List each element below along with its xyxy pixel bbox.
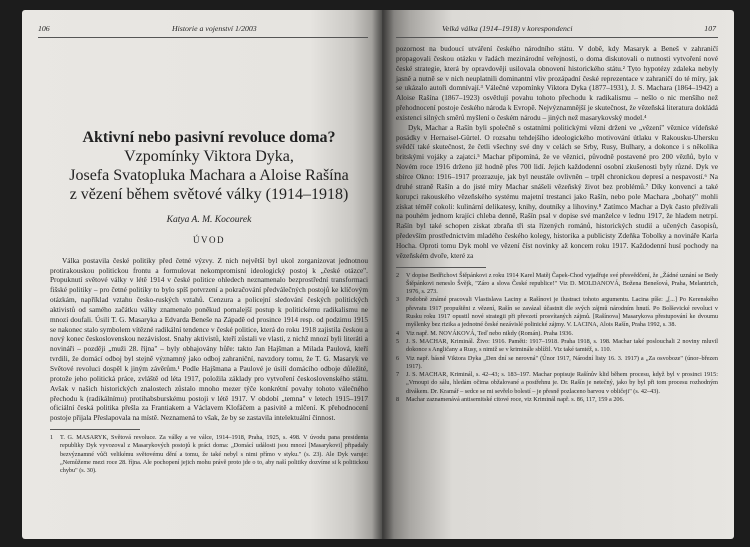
footnote: [396, 355, 718, 372]
footnote: [396, 330, 718, 338]
footnote: [396, 272, 718, 297]
right-running-header: Velká válka (1914–1918) v korespondenci: [442, 24, 573, 33]
footnote-text: J. S. MACHAR, Kriminál. Živo: 1916. Paměti: 1917–1918. Praha 1918, s. 198. Machar také poslouchali 2 noviny mluvil dokonce s Angličany a Rusy, s nimiž se v kriminále sblížil. Viz také tamtéž, s. 110.: [406, 337, 718, 354]
footnote-text: Podobně známé pracovali Vlastislava Laciny a Rašínovi je ilustraci tohoto argumentu. Lacina píše: „[...] Po Kerenského převratu 1917 propuštěni z vězení, Rašín se zavázal účastnit dle svých zájmů národním hnutí. Po Bolševické revoluci v Rusku roku 1917 opustil nové strategii při převzetí prosvítaných zájmů. [Rašínova] Masarykova přestupování ke dvoumu myšlenky bez rizika a jednotné české nezávislé polinické zájmy. V. LACINA, Alois Rašín, Praha 1992, s. 38.: [406, 296, 718, 329]
article-title: [50, 128, 368, 204]
title-line-3: Josefa Svatopluka Machara a Aloise Rašína: [69, 167, 349, 184]
footnote-number: 4: [396, 329, 400, 337]
left-running-header: Historie a vojenství 1/2003: [172, 24, 257, 33]
section-heading: ÚVOD: [193, 234, 225, 245]
left-column: [50, 128, 368, 476]
body-paragraph: Válka postavila české politiky před četné výzvy. Z nich největší byl ukol zorganizovat jednotnou protirakouskou politickou frontu a formulovat nekompromisní ideologický postoj k „české otázce". Propuknutí světové války v létě 1914 v české politice ohledech neznamenalo bezprostřední transformaci fišské politiky – pro četné politiky to bylo spíš potvrzení a pokračování předválečných postojů ke klíčovým otázkám, například vztahu česko-ruských vztahů. Cenzura a policejní sledování českých politických aktivistů od samého začátku války znamenalo poněkud pomalejší postup k politickému radikalismu ne mnozí doufali. Úsilí T. G. Masaryka a Edvarda Beneše na Západě od prosince 1914 resp. od podzimu 1915 se nakonec stalo symbolem vítězné radikální tendence v české politice, která do roku 1918 zajistila českou a nový konec československou nezávislost. Snahy aktivistů, kteří zůstali ve vlasti, z nichž mnozí byli literáti a novináři – později „muži 28. října" – byly obhajovány hůře: takto Jan Hajšman a Milada Paulová, kteří tvrdili, že domácí odboj byl stejně významný jako odboj zahraniční, navzdory tomu, že T. G. Masaryk ve Světové revoluci dospěl k jiným závěrům.¹ Podle Hajšmana a Paulové je úsilí domácího odboje důležité, protože jeho politická práce, zvláště od léta 1917, položila základy pro vytvoření československého státu. Avšak v našich historických znalostech zůstalo mnoho mezer týče konkrétní povahy tohoto válečného přechodu k (radikálnímu) protihabsburskému postoji v létě 1917. V období „temna" v letech 1915–1917 oficiální česká politika přešla za Frantiakem a Václavem Klofáčem a pasivitě a mlčení. K přehodnocení postoje přijala Přeslapovala na místě. Neznamená to však, že by se zastavila intelektuální činnost.: [50, 255, 368, 423]
body-paragraph: Dyk, Machar a Rašín byli společně s ostatními politickými vězni drženi ve „vězení" věznice vídeňské posádky v Hernaisel-Gürtel. O rozsahu tehdejšího ideologického motivování útlaku v Rakousku-Uhersku svědčí také skutečnost, že četli všechny své dny v celách se Srby, Rusy, Bulhary, a dokonce i s několika britskými vojáky a zajatci.⁵ Machar připomíná, že ve věznici, původně postavené pro 200 vězňů, bylo v Novém roce 1916 drženo již hodně přes 700 lidí. Jejich každodenní osobní zkušenosti byly různé. Dyk ve sbírce Okno: 1916–1917 prozrazuje, jak byl neustále ovlivněn – trpěl chronickou depresí a nespavostí.⁶ Na druhé straně Rašín a do jisté míry Machar snášeli vězeňský život bez problémů.⁷ Díky konvenci a také korupci rakouského vězeňského systému majetní trestanci jako Rašín, nebo pole Machara „bohatý" mohli získat téměř cokoli: kulinární delikatesy, knihy, doutníky a lihoviny.⁸ Zatímco Machar a Dyk často přežívali na pouhém jednom krajíci chleba denně, Rašín psal v dopise své manželce v lednu 1917, že hladem netrpí. Rašín byl také schopen získat zbraňa tři sta řízených románů, historických studií a učených časopisů, především prostřednictvím mladého českého kolegy, historika a publicisty Zdeňka Tobolky a novináře Karla Hocha. Oproti tomu Dyk mohl ve vězení číst novinky až koncem roku 1917. Každodenní husí pochody na vězeňském dvoře, které za: [396, 122, 718, 260]
left-page-number: 106: [38, 24, 50, 33]
footnote-text: V dopise Bedřichovi Štěpánkovi z roku 1914 Karel Matěj Čapek-Chod vyjadřuje své přesvědčení, že „Žádné uznání se Bedy Štěpánkovi neneslo Švějk, "Záro a slova České republice!" Viz D. MOLDANOVÁ, Božena Benešová, Praha, Melantrich, 1976, s. 273.: [406, 271, 718, 296]
title-line-2: Vzpomínky Viktora Dyka,: [124, 148, 294, 165]
right-column: [396, 44, 718, 404]
title-line-1: Aktivní nebo pasivní revoluce doma?: [82, 129, 336, 146]
footnote-number: 6: [396, 354, 400, 362]
footnote: [50, 434, 368, 475]
footnote: [396, 338, 718, 355]
right-page: [382, 10, 734, 539]
footnote-text: Viz např. M. NOVÁKOVÁ, Teď nebo nikdy (Román). Praha 1936.: [406, 329, 574, 337]
header-rule: [396, 37, 718, 38]
footnote-number: 1: [50, 434, 54, 442]
footnote-text: Viz např. básně Viktora Dyka „Den dní se nerovná" (Únor 1917, Národní listy 16. 3. 1917) a „Za osvoboze" (únor–březen 1917).: [406, 354, 718, 370]
footnote: [396, 371, 718, 396]
footnote-rule: [396, 267, 486, 268]
title-line-4: z vězení během světové války (1914–1918): [69, 186, 349, 203]
footnote-rule: [50, 429, 140, 430]
footnote-number: 5: [396, 337, 400, 345]
footnote-number: 8: [396, 396, 400, 404]
right-page-number: 107: [704, 24, 716, 33]
footnote-number: 3: [396, 296, 400, 304]
body-paragraph: pozornost na budoucí utváření českého národního státu. V době, kdy Masaryk a Beneš v zahraničí propagovali českou otázku v řadách mezinárodní veřejnosti, o doma diskutovali o nutnosti vytvoření nové české strategie, která by opravdověji usilovala obnovení historického státu.² Tyto hypotézy zdaleka nebyly jasně a nutně se v nich neuplatnili dominantní vliv prozápadní české reprezentace v zahraničí do té míry, jak se ukázalo autoři domnívají.³ Válečné vzpomínky Viktora Dyka (1877–1931), J. S. Machara (1864–1942) a Aloise Rašína (1867–1923) osvětlují povahu tohoto přechodu k radikalismu – nešlo o nic menšího než přehodnocení postoje českého národa k Evropě. Nejvýznamnější je skutečnost, že vězeňská literatura dokládá existenci silných směrů myšlení o českém národu – jiných než masarykovský model.⁴: [396, 44, 718, 122]
footnote: [396, 396, 718, 404]
header-rule: [38, 37, 368, 38]
article-author: Katya A. M. Kocourek: [166, 215, 252, 225]
footnote-text: T. G. MASARYK, Světová revoluce. Za války a ve válce, 1914–1918, Praha, 1925, s. 498. V úvodu pana presidenta republiky Dyk vyvozoval z Masarykových postojů k práci doma: „Domácí události jsou mnozí [Masarykovi] připadaly bezvýznamné vůči velikému světovému dění a tomu, že také nebyl s nimi přímo v styku." (s. 23). Ale Dyk varuje: „Nemůžeme mezi roce 28. října. Ale pochopení jejich mohu právě proto jde o to, aby naší politiky dozvíme si k politickou chybu" (s. 30).: [60, 434, 368, 475]
footnote-number: 2: [396, 271, 400, 279]
footnote-text: Machar zaznamenává antisemitské citové roce, viz Kriminál např. s. 86, 117, 159 a 206.: [406, 396, 625, 404]
left-page: [22, 10, 382, 539]
footnote: [396, 296, 718, 329]
footnote-text: J. S. MACHAR, Kriminál, s. 42–43; s. 183–197. Machar popisuje Rašínův klid během procesu, když byl v prosinci 1915: „Vrnoupi do sálu, hledám očima obžalované a postřehnu je. Dr. Rašín je netečný, jako by byl při tom procesu rozhodným divákem. Dr. Kramář – sedce se mi sevřelo bolestí – je přesně pozlaceno barvou v obličeji" (s. 42–43).: [406, 371, 718, 395]
footnote-number: 7: [396, 371, 400, 379]
